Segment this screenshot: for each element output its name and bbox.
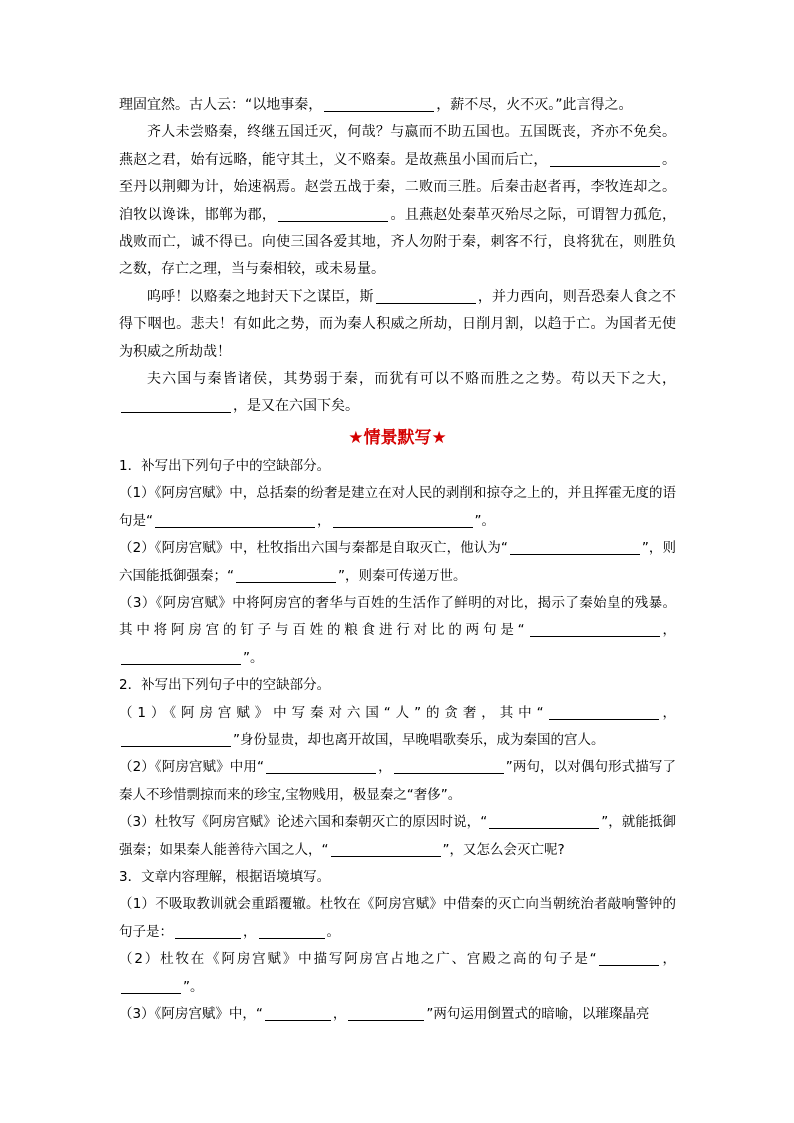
text: 齐人未尝赂秦，终继五国迁灭，何哉？与嬴而不助五国也。五国既丧，齐亦不免矣。燕赵之君，始有远略，能守其土，义不赂秦。是故燕虽小国而后亡， — [119, 124, 676, 168]
text: 。 — [326, 923, 340, 940]
text: （2）《阿房宫赋》中，杜牧指出六国与秦都是自取灭亡，他认为“ — [119, 540, 508, 557]
text: ， — [660, 704, 676, 721]
fill-blank[interactable] — [324, 95, 434, 112]
fill-blank[interactable] — [331, 840, 441, 857]
text: ， — [378, 759, 392, 776]
fill-blank[interactable] — [266, 757, 376, 774]
fill-blank[interactable] — [175, 922, 241, 939]
text: 理固宜然。古人云：“以地事秦， — [119, 97, 323, 113]
text: ”两句运用倒置式的暗喻，以璀璨晶亮 — [426, 1006, 650, 1022]
text: ”，又怎么会灭亡呢? — [442, 841, 565, 858]
text: ， — [661, 622, 677, 639]
fill-blank[interactable] — [121, 730, 231, 747]
text: 呜呼！以赂秦之地封天下之谋臣，斯 — [147, 288, 374, 305]
fill-blank[interactable] — [259, 922, 325, 939]
text: 。且燕赵处秦革灭殆尽之际，可谓智力孤危，战败而亡，诚不得已。向使三国各爱其地，齐人勿附于秦，刺客不行，良将犹在，则胜负之数，存亡之理，当与秦相较，或未易量。 — [119, 206, 677, 278]
question-2-title: 2．补写出下列句子中的空缺部分。 — [119, 677, 331, 694]
text: ”。 — [243, 649, 264, 666]
text: ， — [317, 512, 331, 529]
text: ，薪不尽，火不灭。”此言得之。 — [436, 97, 633, 113]
question-3-item-2 — [119, 946, 676, 1001]
text: （3）杜牧写《阿房宫赋》论述六国和秦朝灭亡的原因时说，“ — [119, 814, 488, 831]
text: 夫六国与秦皆诸侯，其势弱于秦，而犹有可以不赂而胜之之势。苟以天下之大， — [147, 371, 676, 388]
text: （2）《阿房宫赋》中用“ — [119, 759, 265, 776]
text: ”两句，以对偶句形式描写了秦人不珍惜剽掠而来的珍宝,宝物贱用，极显秦之“奢侈”。 — [119, 759, 677, 803]
question-1-item-1 — [119, 480, 676, 535]
text: ， — [660, 951, 676, 968]
text: ”身份显贵，却也离开故国，早晚唱歌奏乐，成为秦国的宫人。 — [233, 731, 605, 748]
fill-blank[interactable] — [121, 648, 241, 665]
text: ”，就能抵御强秦；如果秦人能善待六国之人，“ — [119, 814, 676, 858]
text: ”。 — [474, 512, 495, 529]
fill-blank[interactable] — [121, 396, 231, 413]
text: ”。 — [183, 978, 204, 995]
question-3-item-1 — [119, 891, 676, 946]
fill-blank[interactable] — [376, 287, 476, 304]
text: （3）《阿房宫赋》中将阿房宫的奢华与百姓的生活作了鲜明的对比，揭示了秦始皇的残暴。 — [119, 594, 676, 611]
text: （3）《阿房宫赋》中，“ — [119, 1006, 263, 1022]
fill-blank[interactable] — [278, 205, 388, 222]
section-heading: ★情景默写★ — [348, 427, 447, 448]
text: 其中将阿房宫的钉子与百姓的粮食进行对比的两句是“ — [119, 622, 528, 639]
text: （2）杜牧在《阿房宫赋》中描写阿房宫占地之广、宫殿之高的句子是“ — [119, 951, 597, 968]
text: （1）《阿房宫赋》中，总括秦的纷奢是建立在对人民的剥削和掠夺之上的，并且挥霍无度的语句是“ — [119, 485, 676, 529]
question-1-item-3 — [119, 590, 676, 672]
fill-blank[interactable] — [489, 812, 599, 829]
fill-blank[interactable] — [510, 538, 640, 555]
text: ， — [243, 923, 257, 940]
text: ，是又在六国下矣。 — [233, 398, 359, 415]
fill-blank[interactable] — [530, 620, 660, 637]
question-1-item-2 — [119, 535, 676, 590]
question-3-title: 3．文章内容理解，根据语境填写。 — [119, 868, 331, 885]
question-2-item-3 — [119, 809, 676, 864]
question-2-item-2 — [119, 754, 676, 809]
fill-blank[interactable] — [333, 511, 473, 528]
fill-blank[interactable] — [265, 1004, 331, 1021]
fill-blank[interactable] — [550, 150, 660, 167]
passage-paragraph-1 — [119, 92, 676, 119]
fill-blank[interactable] — [155, 511, 315, 528]
fill-blank[interactable] — [348, 1004, 424, 1021]
text: ， — [332, 1006, 347, 1022]
fill-blank[interactable] — [549, 703, 659, 720]
question-2-item-1 — [119, 700, 676, 755]
text: （1）《阿房宫赋》中写秦对六国“人”的贪奢，其中“ — [119, 704, 547, 721]
passage-paragraph-4 — [119, 366, 676, 421]
fill-blank[interactable] — [236, 566, 336, 583]
question-3-item-3 — [119, 1001, 676, 1028]
text: （1）不吸取教训就会重蹈覆辙。杜牧在《阿房宫赋》中借秦的灭亡向当朝统治者敲响警钟的句子是： — [119, 896, 676, 940]
passage-paragraph-3 — [119, 284, 676, 366]
text: ”，则秦可传递万世。 — [338, 567, 467, 584]
question-1-title: 1．补写出下列句子中的空缺部分。 — [119, 457, 331, 474]
fill-blank[interactable] — [121, 977, 181, 994]
text: ”，则六国能抵御强秦；“ — [119, 540, 676, 584]
passage-paragraph-2 — [119, 119, 676, 283]
text: 。至丹以荆卿为计，始速祸焉。赵尝五战于秦，二败而三胜。后秦击赵者再，李牧连却之。洎牧以谗诛，邯郸为郡， — [119, 151, 677, 223]
fill-blank[interactable] — [599, 949, 659, 966]
text: ，并力西向，则吾恐秦人食之不得下咽也。悲夫！有如此之势，而为秦人积威之所劫，日削月割，以趋于亡。为国者无使为积威之所劫哉！ — [119, 288, 677, 360]
fill-blank[interactable] — [394, 757, 504, 774]
